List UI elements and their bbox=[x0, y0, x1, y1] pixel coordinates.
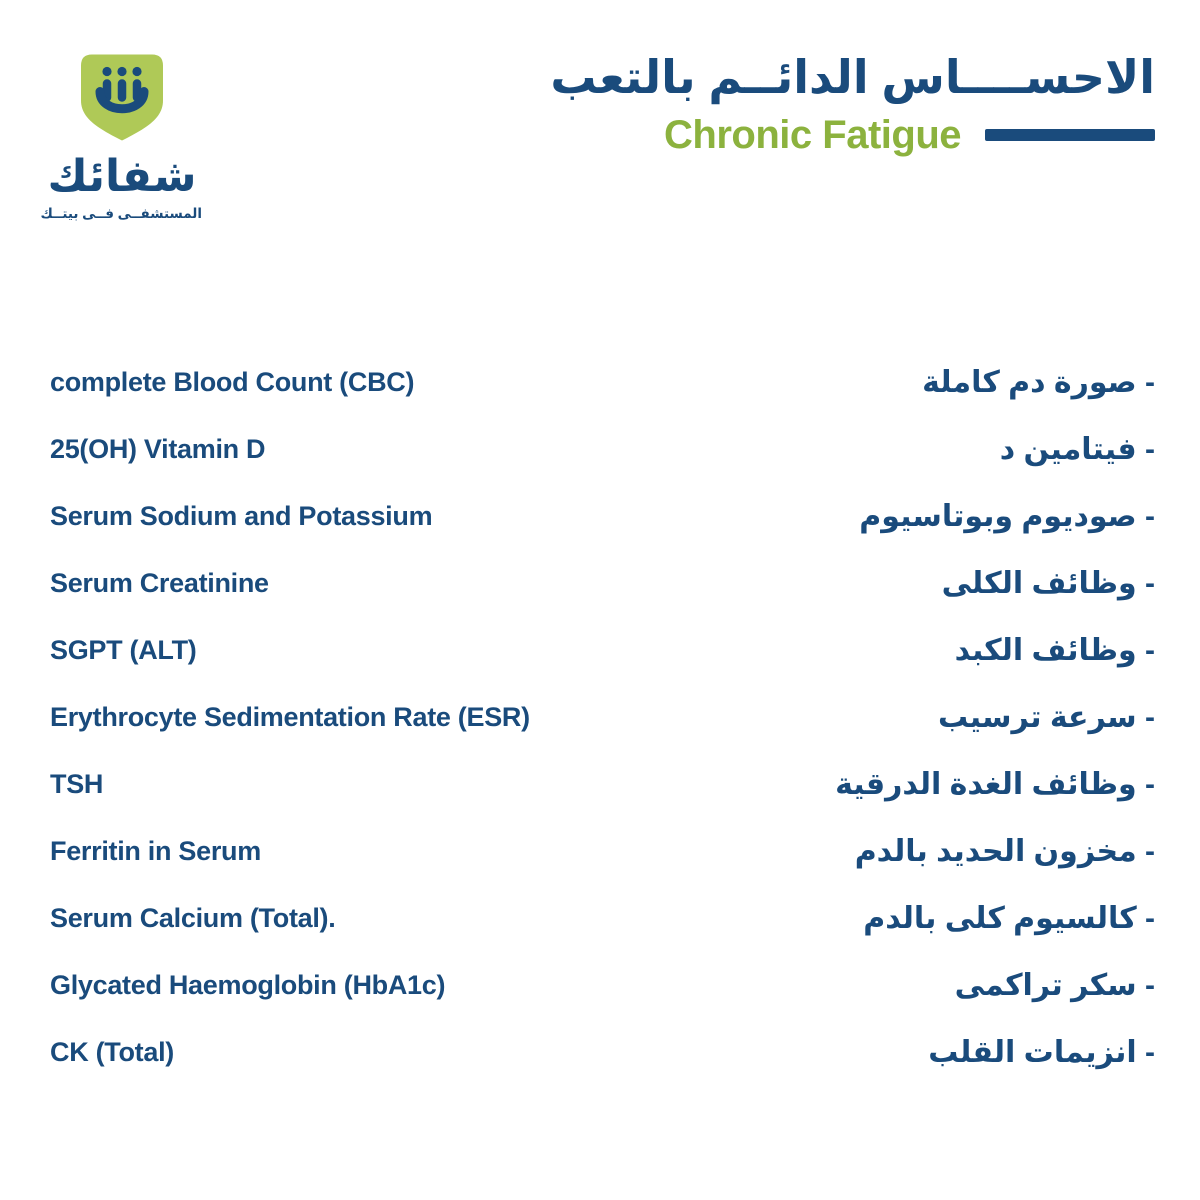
test-row bbox=[50, 483, 1155, 550]
test-name-en: Erythrocyte Sedimentation Rate (ESR) bbox=[50, 702, 530, 732]
test-row bbox=[50, 885, 1155, 952]
test-name-en: SGPT (ALT) bbox=[50, 635, 197, 665]
brand-tagline: المستشفــى فــى بيتــك bbox=[40, 206, 202, 222]
test-row bbox=[50, 751, 1155, 818]
test-name-ar: - وظائف الغدة الدرقية bbox=[835, 768, 1155, 801]
test-name-en: Glycated Haemoglobin (HbA1c) bbox=[50, 970, 446, 1000]
test-row bbox=[50, 1019, 1155, 1086]
test-name-ar: - سكر تراكمى bbox=[954, 969, 1155, 1002]
test-name-en: Serum Sodium and Potassium bbox=[50, 501, 433, 531]
test-row bbox=[50, 684, 1155, 751]
test-name-ar: - وظائف الكلى bbox=[941, 567, 1155, 600]
page-title-english: Chronic Fatigue bbox=[664, 112, 961, 157]
test-name-en: Serum Calcium (Total). bbox=[50, 903, 336, 933]
test-name-en: complete Blood Count (CBC) bbox=[50, 367, 415, 397]
test-name-ar: - فيتامين د bbox=[999, 433, 1155, 466]
test-name-ar: - كالسيوم كلى بالدم bbox=[863, 902, 1155, 935]
test-row bbox=[50, 416, 1155, 483]
test-name-ar: - صوديوم وبوتاسيوم bbox=[859, 500, 1155, 533]
test-name-en: Ferritin in Serum bbox=[50, 836, 261, 866]
test-row bbox=[50, 550, 1155, 617]
test-name-ar: - صورة دم كاملة bbox=[922, 366, 1155, 399]
header bbox=[550, 52, 1155, 155]
test-name-en: 25(OH) Vitamin D bbox=[50, 434, 266, 464]
test-row bbox=[50, 952, 1155, 1019]
test-name-ar: - سرعة ترسيب bbox=[938, 701, 1155, 734]
test-row bbox=[50, 818, 1155, 885]
shield-smile-logo-icon bbox=[72, 50, 172, 146]
test-name-en: CK (Total) bbox=[50, 1037, 174, 1067]
test-name-ar: - انزيمات القلب bbox=[928, 1036, 1155, 1069]
brand-logo bbox=[42, 50, 202, 222]
tests-list bbox=[50, 349, 1155, 1086]
test-row bbox=[50, 617, 1155, 684]
test-name-ar: - وظائف الكبد bbox=[954, 634, 1155, 667]
page-title-arabic: الاحســــاس الدائــم بالتعب bbox=[550, 51, 1155, 103]
test-name-en: Serum Creatinine bbox=[50, 568, 269, 598]
title-underline-rule bbox=[985, 129, 1155, 141]
test-row bbox=[50, 349, 1155, 416]
brand-name: شفائك bbox=[47, 152, 197, 201]
test-name-en: TSH bbox=[50, 769, 104, 799]
page-subtitle-row bbox=[550, 112, 1155, 157]
test-name-ar: - مخزون الحديد بالدم bbox=[854, 835, 1155, 868]
